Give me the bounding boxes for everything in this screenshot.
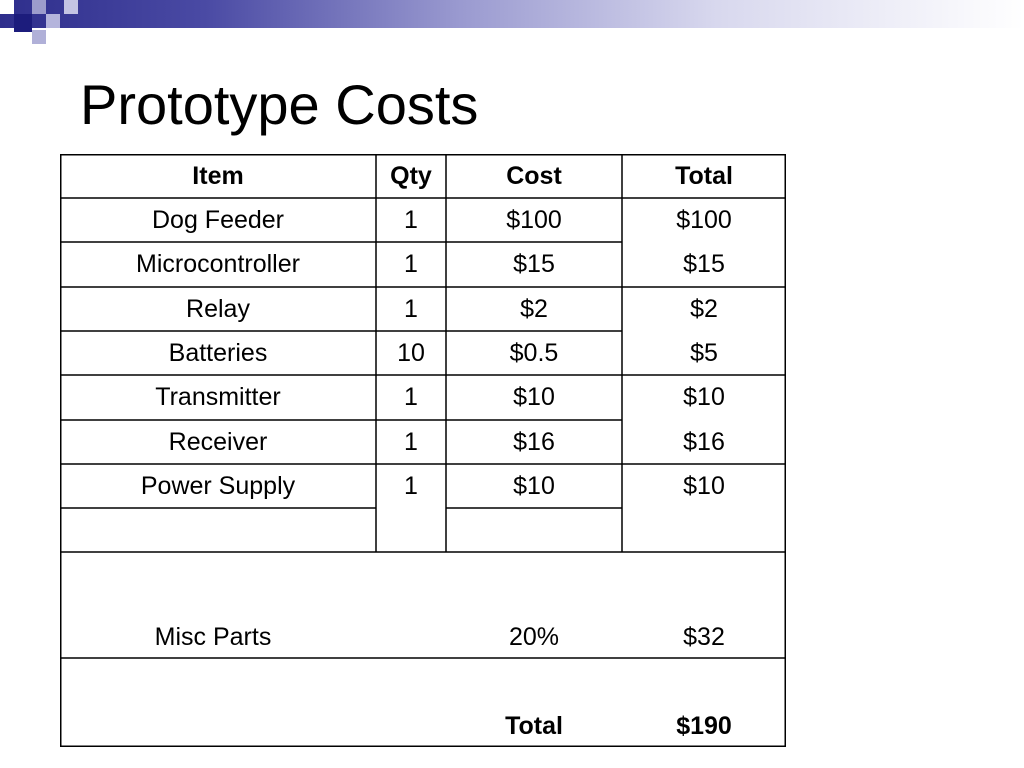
table-row-total: $10: [683, 383, 725, 411]
decor-square-white: [0, 0, 14, 14]
table-row-total: $100: [676, 205, 732, 234]
table-row-qty: 1: [404, 205, 418, 234]
table-row-qty: 1: [404, 427, 418, 456]
decor-square-light: [64, 0, 78, 14]
table-row-qty: 1: [404, 383, 418, 411]
table-row-total: $16: [683, 427, 725, 456]
decor-square-light: [46, 14, 60, 28]
table-row-item: Relay: [186, 294, 250, 323]
table-row-qty: 1: [404, 294, 418, 323]
table-row-item: Batteries: [168, 338, 268, 367]
page-title: Prototype Costs: [80, 73, 479, 136]
table-row-total: $10: [683, 471, 725, 500]
table-row-item: Microcontroller: [136, 250, 300, 278]
table-row-total: $15: [683, 250, 725, 278]
table-row-qty: 1: [404, 250, 418, 278]
table-row-cost: $0.5: [509, 338, 559, 367]
table-row-item: Transmitter: [155, 383, 281, 411]
header-total: Total: [675, 161, 733, 190]
header-gradient-band: [0, 0, 1024, 28]
table-row-qty: 1: [404, 471, 418, 500]
table-row-cost: $15: [513, 250, 555, 278]
decor-square-light: [32, 30, 46, 44]
decor-square-navy: [14, 14, 32, 32]
table-row-cost: $10: [513, 471, 555, 500]
table-row-cost: $2: [520, 294, 548, 323]
header-cost: Cost: [506, 161, 562, 190]
table-row-cost: $100: [506, 205, 562, 234]
cost-table: [60, 154, 786, 747]
header-item: Item: [192, 161, 244, 190]
header-qty: Qty: [390, 161, 432, 190]
table-row-cost: $10: [513, 383, 555, 411]
table-row-qty: 10: [397, 338, 425, 367]
table-row-item: Power Supply: [140, 471, 296, 500]
table-row-total: $5: [690, 338, 718, 367]
misc-parts-total: $32: [683, 623, 725, 651]
decor-square-light: [32, 0, 46, 14]
misc-parts-label: Misc Parts: [154, 623, 272, 651]
misc-parts-percent: 20%: [508, 623, 560, 651]
grand-total-label: Total: [505, 712, 563, 740]
table-row-cost: $16: [513, 427, 555, 456]
grand-total-value: $190: [676, 712, 732, 740]
table-row-total: $2: [690, 294, 718, 323]
table-row-item: Dog Feeder: [151, 205, 285, 234]
table-row-item: Receiver: [168, 427, 268, 456]
